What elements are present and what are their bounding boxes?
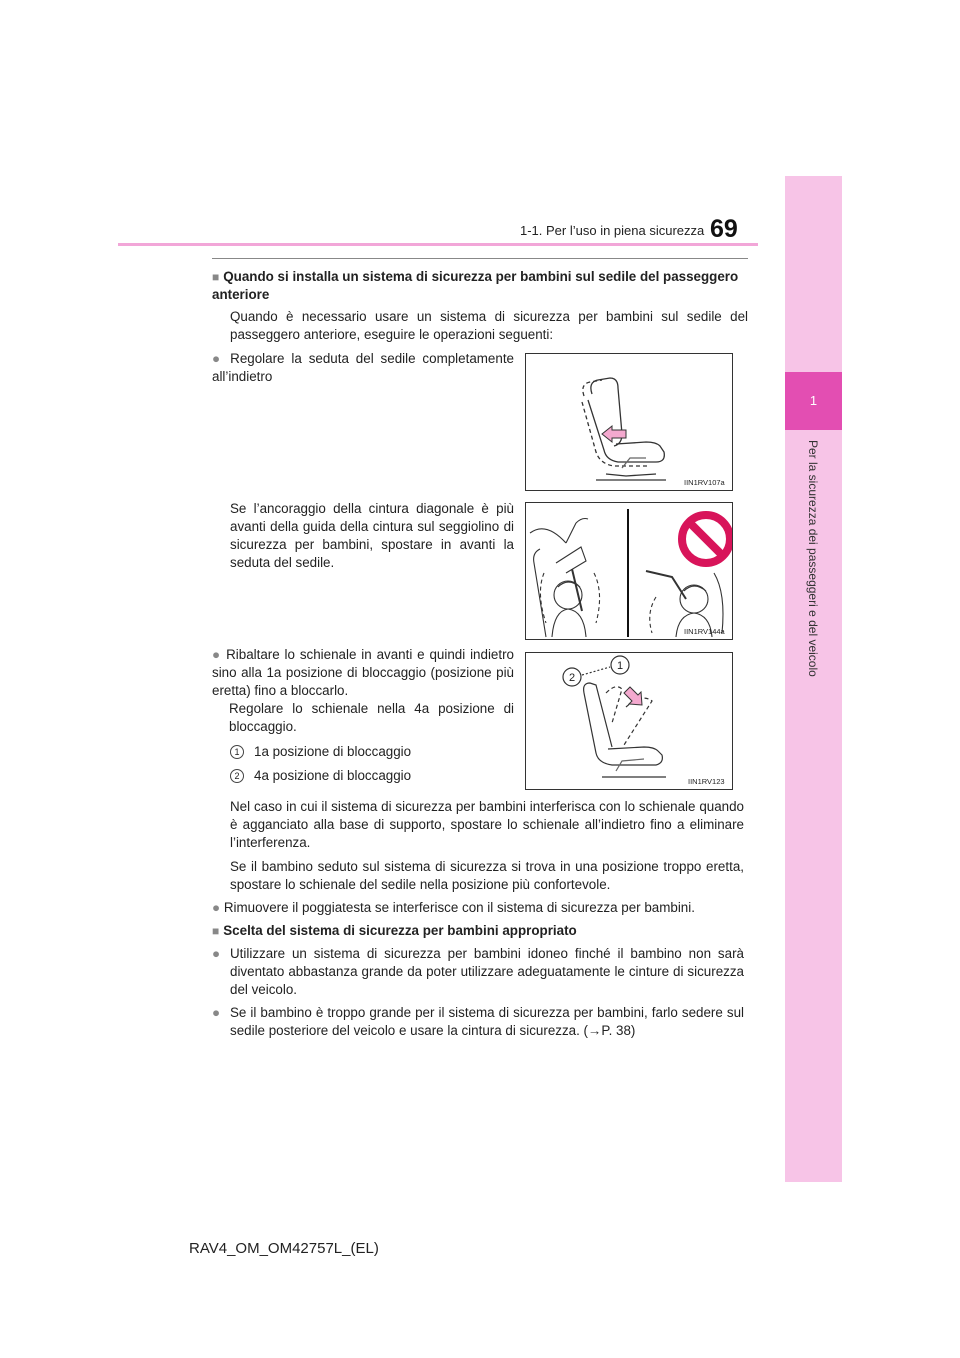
note-interference: Nel caso in cui il sistema di sicurezza per bambini interferisca con lo schienale quando è agganciato alla base di supporto, spostare lo schienale all’indietro fino a eliminare l’interferenza.	[230, 799, 744, 850]
legend-position-2	[230, 767, 514, 785]
svg-text:1: 1	[616, 660, 624, 672]
figure-seat-slide	[525, 353, 733, 491]
pink-arrow-icon	[602, 426, 626, 442]
heading-text: Quando si installa un sistema di sicurezza per bambini sul sedile del passeggero anteriore	[212, 269, 739, 302]
heading-text: Scelta del sistema di sicurezza per bambini appropriato	[223, 923, 577, 938]
svg-text:IIN1RV107a: IIN1RV107a	[684, 478, 725, 487]
bullet-rear-seat	[212, 1004, 744, 1040]
bullet-text: Regolare la seduta del sedile completamente all’indietro	[212, 351, 514, 384]
round-bullet-icon: ●	[212, 647, 222, 662]
svg-text:IIN1RV144a: IIN1RV144a	[684, 627, 725, 636]
section-heading-front-seat	[212, 268, 748, 304]
round-bullet-icon: ●	[212, 900, 221, 915]
chapter-title-vertical: Per la sicurezza dei passeggeri e del veicolo	[806, 440, 820, 677]
round-bullet-icon: ●	[212, 1005, 221, 1020]
square-bullet-icon: ■	[212, 270, 220, 284]
bullet-recline-seat	[212, 350, 514, 386]
header-rule	[118, 243, 758, 246]
note-upright-position: Se il bambino seduto sul sistema di sicurezza si trova in una posizione troppo eretta, spostare lo schienale del sedile nella posizione più confortevole.	[230, 859, 744, 892]
bullet-text: Ribaltare lo schienale in avanti e quindi indietro sino alla 1a posizione di bloccaggio (posizione più eretta) fino a bloccarlo.	[212, 647, 514, 698]
round-bullet-icon: ●	[212, 946, 221, 961]
bullet-remove-headrest	[212, 899, 748, 917]
legend-text-2: 4a posizione di bloccaggio	[254, 768, 412, 783]
legend-text-1: 1a posizione di bloccaggio	[254, 744, 412, 759]
round-bullet-icon: ●	[212, 351, 224, 366]
bullet-text-adjust: Regolare lo schienale nella 4a posizione di bloccaggio.	[229, 701, 514, 734]
legend-position-1	[230, 743, 514, 761]
bullet-suitable-seat	[212, 945, 744, 999]
svg-text:IIN1RV123: IIN1RV123	[688, 777, 725, 786]
bullet-text: Rimuovere il poggiatesta se interferisce con il sistema di sicurezza per bambini.	[223, 900, 695, 915]
content-divider	[212, 258, 748, 259]
bullet-seatback-lock	[212, 646, 514, 736]
square-bullet-icon: ■	[212, 924, 220, 938]
prohibition-icon	[682, 515, 730, 563]
chapter-number-tab: 1	[785, 372, 842, 430]
pink-arrow-icon	[624, 687, 642, 705]
chapter-side-tab	[785, 176, 842, 1182]
figure-seatback-positions	[525, 652, 733, 790]
page-number: 69	[710, 215, 738, 243]
figure-child-belt	[525, 502, 733, 640]
document-code-footer: RAV4_OM_OM42757L_(EL)	[189, 1240, 379, 1257]
bullet-text: Utilizzare un sistema di sicurezza per bambini idoneo finché il bambino non sarà diventato abbastanza grande da poter utilizzare adeguatamente le cinture di sicurezza del veicolo.	[230, 946, 744, 997]
section-heading-choose-seat	[212, 922, 748, 940]
intro-paragraph: Quando è necessario usare un sistema di sicurezza per bambini sul sedile del passeggero anteriore, eseguire le operazioni seguenti:	[230, 309, 748, 342]
bullet-text: Se il bambino è troppo grande per il sistema di sicurezza per bambini, farlo sedere sul sedile posteriore del veicolo e usare la cintura di sicurezza. (→P. 38)	[230, 1005, 744, 1038]
legend-marker-1: 1	[230, 745, 244, 759]
seat-slide-illustration	[526, 354, 732, 490]
svg-text:2: 2	[568, 672, 576, 684]
note-move-seat-forward: Se l’ancoraggio della cintura diagonale è più avanti della guida della cintura sul seggiolino di sicurezza per bambini, spostare in avanti la seduta del sedile.	[230, 501, 514, 570]
section-title: 1-1. Per l’uso in piena sicurezza	[520, 223, 705, 238]
legend-marker-2: 2	[230, 769, 244, 783]
